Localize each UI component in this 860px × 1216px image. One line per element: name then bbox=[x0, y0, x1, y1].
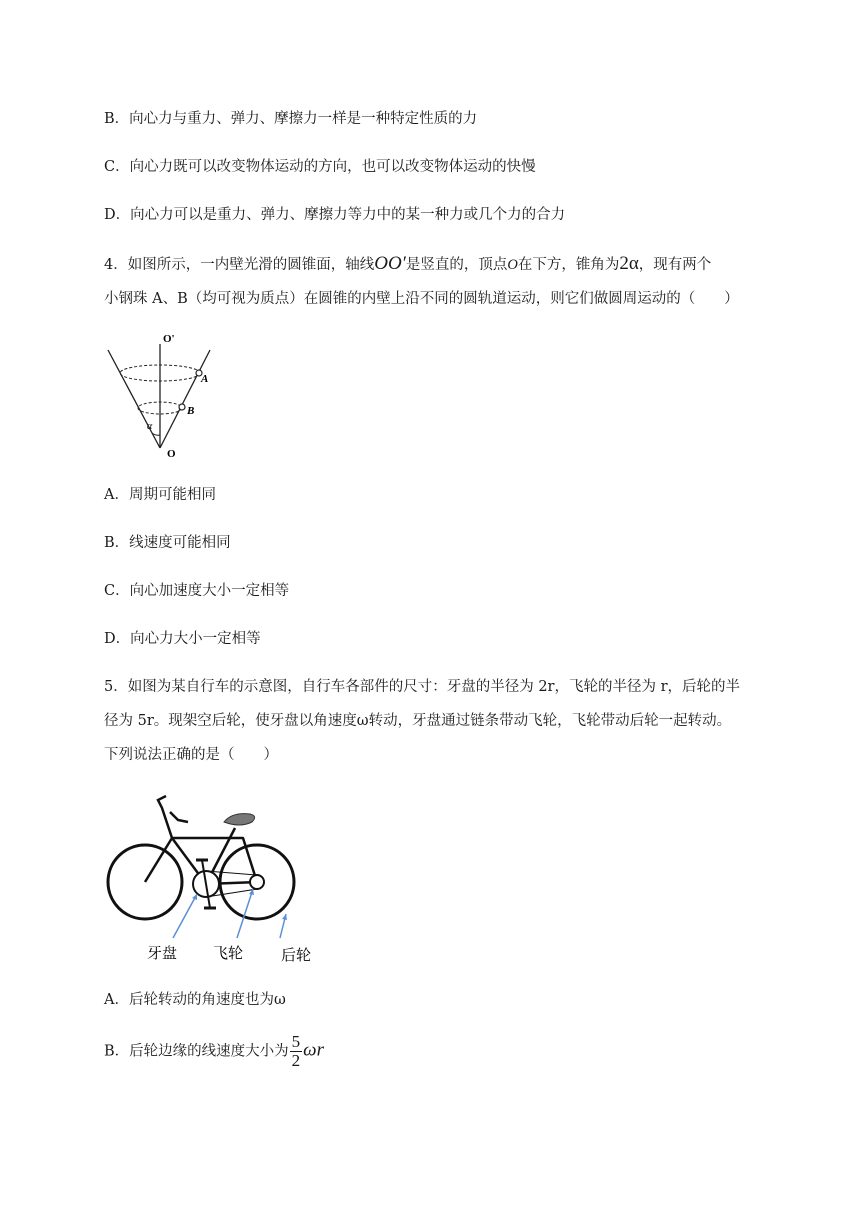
q4-cone-figure bbox=[100, 330, 215, 465]
q4-stem-line1 bbox=[104, 254, 711, 275]
label-o: O bbox=[167, 448, 176, 460]
q5-option-a: A．后轮转动的角速度也为ω bbox=[104, 992, 286, 1008]
q3-option-c: C．向心力既可以改变物体运动的方向，也可以改变物体运动的快慢 bbox=[104, 159, 536, 175]
q5-option-b-omega-r: ωr bbox=[303, 1039, 324, 1061]
q4-stem-text-2: 是竖直的，顶点 bbox=[405, 257, 508, 273]
q4-vertex-symbol: O bbox=[507, 257, 518, 273]
q5-stem-line2: 径为 5r。现架空后轮，使牙盘以角速度ω转动，牙盘通过链条带动飞轮，飞轮带动后轮一起转动。 bbox=[104, 713, 732, 729]
q4-stem-line2: 小钢珠 A、B（均可视为质点）在圆锥的内壁上沿不同的圆轨道运动，则它们做圆周运动的（ ） bbox=[104, 291, 739, 307]
q5-option-b-text: B．后轮边缘的线速度大小为 bbox=[104, 1043, 289, 1060]
label-b: B bbox=[187, 405, 195, 417]
ball-b bbox=[179, 404, 185, 410]
fraction-numerator: 5 bbox=[291, 1032, 301, 1051]
handlebar bbox=[170, 812, 188, 822]
q4-axis-symbol: OO′ bbox=[374, 253, 406, 274]
label-o-prime: O' bbox=[163, 333, 175, 345]
q3-option-b: B．向心力与重力、弹力、摩擦力一样是一种特定性质的力 bbox=[104, 111, 478, 127]
saddle bbox=[224, 814, 255, 825]
q5-option-b bbox=[104, 1033, 324, 1070]
q4-option-d: D．向心力大小一定相等 bbox=[104, 631, 261, 647]
q4-angle-symbol: 2α bbox=[619, 253, 639, 274]
q5-bicycle-figure bbox=[100, 790, 325, 970]
q4-option-b: B．线速度可能相同 bbox=[104, 535, 231, 551]
q3-option-d: D．向心力可以是重力、弹力、摩擦力等力中的某一种力或几个力的合力 bbox=[104, 207, 566, 223]
q4-stem-text-1: 4．如图所示，一内壁光滑的圆锥面，轴线 bbox=[104, 257, 375, 273]
label-a: A bbox=[201, 373, 209, 385]
q4-option-a: A．周期可能相同 bbox=[104, 487, 216, 503]
fraction-denominator: 2 bbox=[291, 1051, 301, 1070]
q5-option-b-fraction bbox=[290, 1033, 303, 1070]
q4-stem-text-4: ，现有两个 bbox=[638, 257, 712, 273]
cone-right-wall bbox=[160, 350, 210, 448]
label-alpha: α bbox=[147, 421, 153, 432]
label-chainring: 牙盘 bbox=[147, 944, 178, 962]
handlebar-stem bbox=[158, 796, 172, 838]
q4-option-c: C．向心加速度大小一定相等 bbox=[104, 583, 290, 599]
label-flywheel: 飞轮 bbox=[213, 944, 244, 962]
flywheel-gear bbox=[250, 875, 264, 889]
label-rear-wheel: 后轮 bbox=[281, 946, 312, 964]
q5-stem-line3: 下列说法正确的是（ ） bbox=[104, 747, 278, 763]
q5-stem-line1: 5．如图为某自行车的示意图，自行车各部件的尺寸：牙盘的半径为 2r，飞轮的半径为 r，后轮的半 bbox=[104, 679, 741, 695]
q4-stem-text-3: 在下方，锥角为 bbox=[517, 257, 620, 273]
